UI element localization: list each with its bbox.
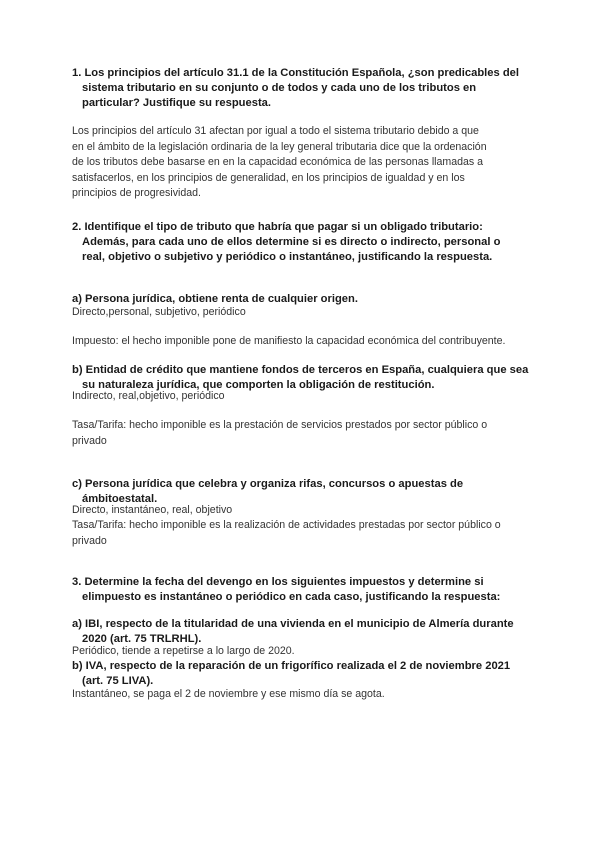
item-2c-note-line: privado: [72, 534, 107, 547]
item-2b-heading-line: su naturaleza jurídica, que comporten la obligación de restitución.: [82, 378, 435, 391]
item-2b-heading-line: b) Entidad de crédito que mantiene fondos de terceros en España, cualquiera que sea: [72, 364, 529, 376]
question-1-line: sistema tributario en su conjunto o de todos y cada uno de los tributos en: [82, 82, 477, 94]
question-3-line: elimpuesto es instantáneo o periódico en cada caso, justificando la respuesta:: [82, 591, 501, 603]
answer-1-line: principios de progresividad.: [72, 187, 201, 199]
item-2a-note: [72, 334, 532, 350]
answer-1-line: Los principios del artículo 31 afectan por igual a todo el sistema tributario debido a que: [72, 125, 479, 137]
item-2b-heading: [72, 363, 532, 392]
item-2c-heading-line: c) Persona jurídica que celebra y organiza rifas, concursos o apuestas de: [72, 478, 464, 490]
question-3: [72, 575, 532, 605]
item-3b-heading-line: b) IVA, respecto de la reparación de un frigorífico realizada el 2 de noviembre 2021: [72, 660, 511, 672]
answer-1-line: en el ámbito de la legislación ordinaria de la ley general tributaria dice que la ordenación: [72, 140, 487, 153]
item-3a-heading: [72, 617, 532, 646]
item-3b-heading-line: (art. 75 LIVA).: [82, 674, 154, 687]
item-2c-answer: [72, 503, 532, 519]
item-2c-heading: [72, 477, 532, 506]
question-1-line: 1. Los principios del artículo 31.1 de la Constitución Española, ¿son predicables del: [72, 67, 519, 79]
question-3-line: 3. Determine la fecha del devengo en los siguientes impuestos y determine si: [72, 576, 484, 588]
question-2: [72, 220, 532, 265]
answer-1: [72, 124, 532, 202]
question-2-line: real, objetivo o subjetivo y periódico o instantáneo, justificando la respuesta.: [82, 251, 493, 263]
question-1: [72, 66, 532, 111]
item-2a-note-text: Impuesto: el hecho imponible pone de manifiesto la capacidad económica del contribuyente.: [72, 335, 506, 347]
question-2-line: Además, para cada uno de ellos determine si es directo o indirecto, personal o: [82, 236, 501, 248]
item-2b-answer-text: Indirecto, real,objetivo, periódico: [72, 390, 225, 402]
item-3b-answer-text: Instantáneo, se paga el 2 de noviembre y ese mismo día se agota.: [72, 688, 385, 700]
item-2c-note: [72, 518, 532, 549]
item-2c-heading-line: ámbitoestatal.: [82, 492, 158, 505]
item-2b-answer: [72, 389, 532, 405]
item-2a-answer: [72, 305, 532, 321]
item-3a-answer: [72, 644, 532, 660]
item-2b-note: [72, 418, 532, 449]
item-2a-answer-text: Directo,personal, subjetivo, periódico: [72, 306, 246, 318]
question-2-line: 2. Identifique el tipo de tributo que habría que pagar si un obligado tributario:: [72, 221, 483, 233]
answer-1-line: de los tributos debe basarse en en la capacidad económica de las personas llamadas a: [72, 156, 484, 168]
item-2c-note-line: Tasa/Tarifa: hecho imponible es la realización de actividades prestadas por sector público o: [72, 519, 501, 531]
item-3a-heading-line: 2020 (art. 75 TRLRHL).: [82, 632, 202, 645]
item-3b-heading: [72, 659, 532, 688]
item-2c-answer-text: Directo, instantáneo, real, objetivo: [72, 504, 233, 516]
item-3a-heading-line: a) IBI, respecto de la titularidad de una vivienda en el municipio de Almería durante: [72, 618, 514, 630]
question-1-line: particular? Justifique su respuesta.: [82, 97, 271, 109]
item-3b-answer: [72, 687, 532, 703]
item-2b-note-line: Tasa/Tarifa: hecho imponible es la prestación de servicios prestados por sector público o: [72, 419, 488, 431]
item-2b-note-line: privado: [72, 434, 107, 447]
item-3a-answer-text: Periódico, tiende a repetirse a lo largo de 2020.: [72, 645, 295, 657]
answer-1-line: satisfacerlos, en los principios de generalidad, en los principios de igualdad y en los: [72, 171, 465, 184]
item-2a-heading-text: a) Persona jurídica, obtiene renta de cualquier origen.: [72, 293, 358, 305]
